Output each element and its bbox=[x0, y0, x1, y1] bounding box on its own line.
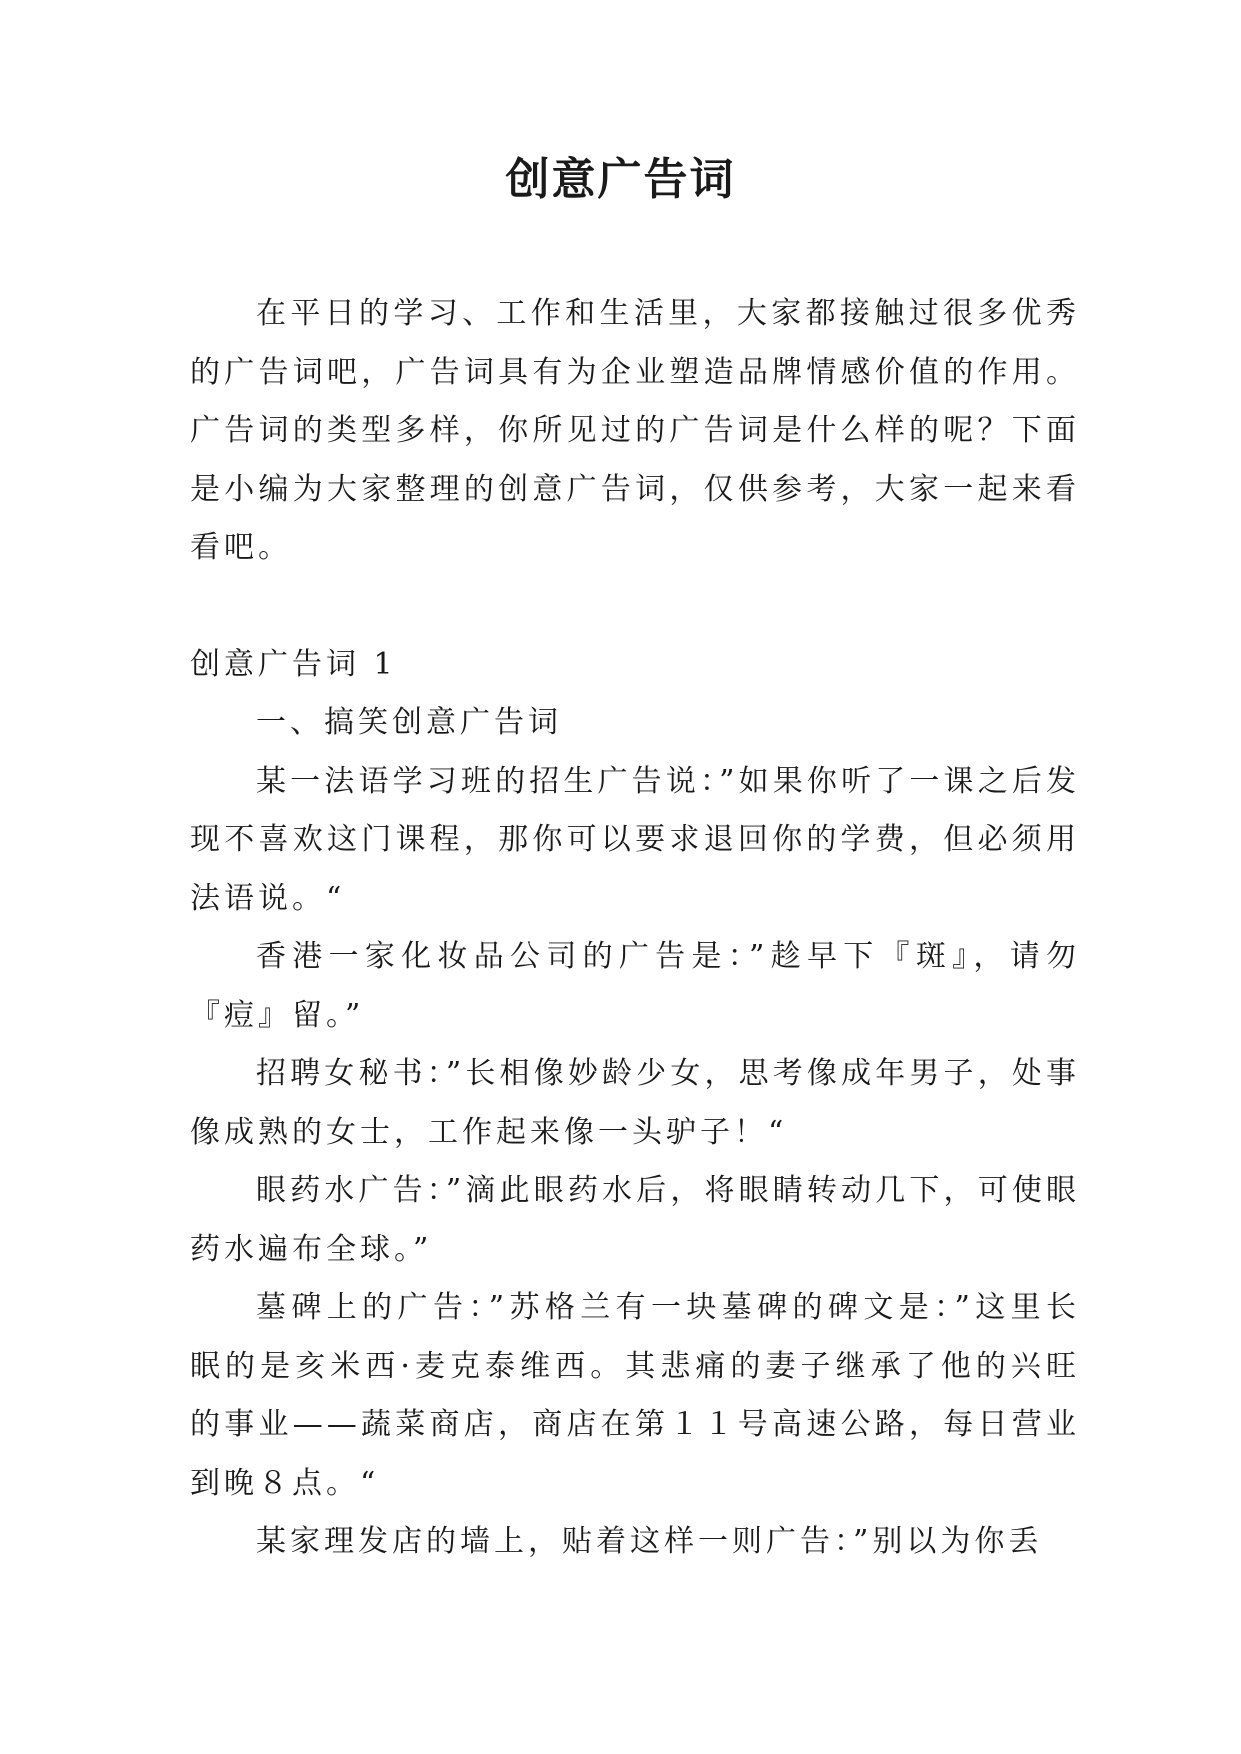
body-paragraph: 某家理发店的墙上，贴着这样一则广告：”别以为你丢 bbox=[256, 1524, 1043, 1559]
body-paragraph: 某一法语学习班的招生广告说：”如果你听了一课之后发现不喜欢这门课程，那你可以要求退回你的学费，但必须用法语说。“ bbox=[190, 763, 1080, 916]
section-heading: 创意广告词 1 bbox=[190, 646, 397, 682]
intro-paragraph: 在平日的学习、工作和生活里，大家都接触过很多优秀的广告词吧，广告词具有为企业塑造品牌情感价值的作用。广告词的类型多样，你所见过的广告词是什么样的呢？下面是小编为大家整理的创意广告词，仅供参考，大家一起来看看吧。 bbox=[190, 296, 1080, 565]
body-paragraph: 香港一家化妆品公司的广告是：”趁早下『斑』，请勿『痘』留。” bbox=[190, 939, 1080, 1033]
subsection-heading: 一、搞笑创意广告词 bbox=[256, 705, 562, 740]
document-title: 创意广告词 bbox=[505, 154, 736, 205]
body-paragraph: 招聘女秘书：”长相像妙龄少女，思考像成年男子，处事像成熟的女士，工作起来像一头驴子！“ bbox=[190, 1056, 1080, 1150]
paragraph-spacer bbox=[190, 578, 1080, 636]
body-paragraph: 墓碑上的广告：”苏格兰有一块墓碑的碑文是：”这里长眠的是亥米西·麦克泰维西。其悲痛的妻子继承了他的兴旺的事业——蔬菜商店，商店在第１１号高速公路，每日营业到晚８点。“ bbox=[190, 1290, 1080, 1501]
document-body bbox=[190, 285, 1080, 1572]
body-paragraph: 眼药水广告：”滴此眼药水后，将眼睛转动几下，可使眼药水遍布全球。” bbox=[190, 1173, 1080, 1267]
